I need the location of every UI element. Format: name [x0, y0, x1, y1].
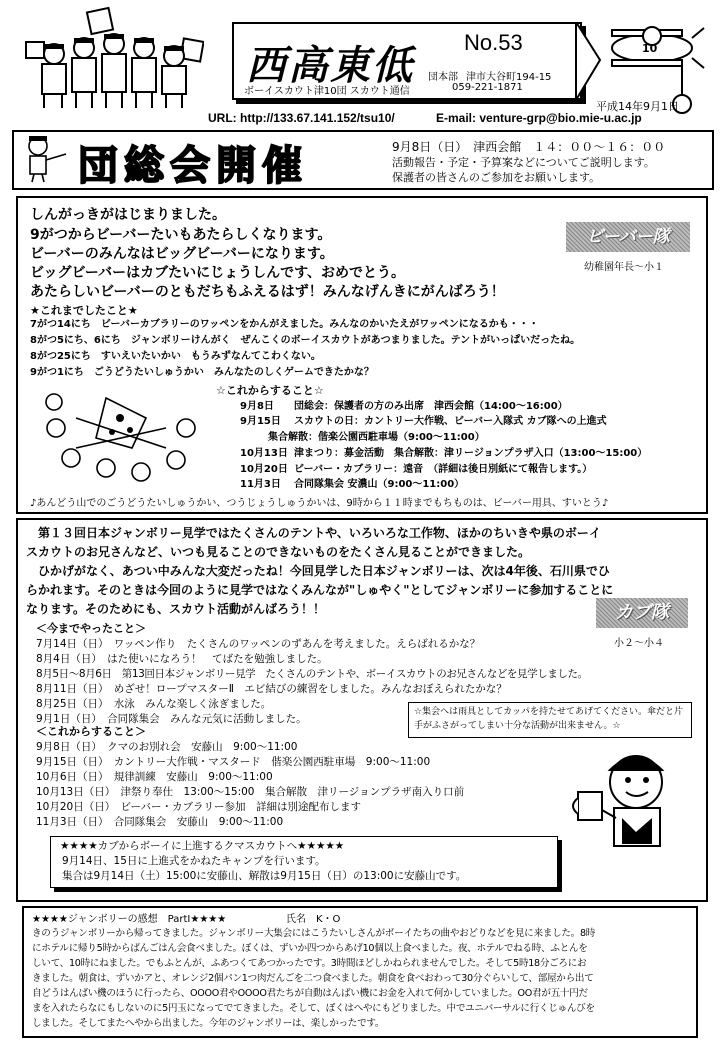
- beaver-intro-line: 9がつからビーバーたいもあたらしくなります。: [30, 227, 332, 243]
- impressions-line: しました。そしてまたへやから出ました。今年のジャンボリーは、楽しかったです。: [32, 1018, 385, 1029]
- plan-date: 11月3日: [240, 479, 281, 490]
- cub-done-item: 7月14日（日） ワッペン作り たくさんのワッペンのずあんを考えました。えらばれるかな？: [36, 638, 481, 650]
- beaver-intro-line: ビーバーのみんなはビッグビーバーになります。: [30, 246, 334, 262]
- scout-with-mug-illustration: [566, 740, 696, 850]
- cub-plan-item: 9月8日（日） クマのお別れ会 安藤山 9:00〜11:00: [36, 741, 298, 753]
- cub-age-range: 小２〜小４: [614, 638, 664, 649]
- cub-done-item: 9月1日（日） 合同隊集会 みんな元気に活動しました。: [36, 713, 307, 725]
- plan-date: 10月20日: [240, 464, 288, 475]
- cub-done-item: 8月4日（日） はた使いになろう！ てばたを勉強しました。: [36, 653, 328, 665]
- phone: 059-221-1871: [452, 82, 523, 93]
- meeting-request: 保護者の皆さんのご参加をお願いします。: [392, 171, 601, 184]
- beaver-done-item: 8がつ5にち、6にち ジャンボリーけんがく ぜんこくのボーイスカウトがあつまりました。テントがいっぱいだったね。: [30, 335, 581, 346]
- cub-done-title: ＜今までやったこと＞: [36, 622, 146, 635]
- camp-notice-line: 9月14日、15日に上進式をかねたキャンプを行います。: [62, 855, 326, 867]
- plan-date: 10月13日: [240, 448, 288, 459]
- impressions-line: しいて、10時にねました。でもふとんが、ふあつくてあつかったです。3時間ほどしかねられませんでした。そして5時18分ごろにお: [32, 958, 587, 969]
- camp-notice-line: 集合は9月14日（土）15:00に安藤山、解散は9月15日（日）の13:00に安藤山です。: [62, 870, 467, 882]
- beaver-note: ♪あんどう山でのごうどうたいしゅうかい、つうじょうしゅうかいは、9時から１１時までもちものは、ビーバー用具、すいとう♪: [30, 498, 609, 509]
- cub-plan-title: ＜これからすること＞: [36, 725, 146, 738]
- cub-tag: カブ隊: [596, 598, 688, 628]
- impressions-title: ★★★★ジャンボリーの感想 PartⅠ★★★★: [32, 914, 227, 925]
- meeting-agenda: 活動報告・予定・予算案などについてご説明します。: [392, 156, 655, 169]
- org-label: 団本部: [428, 72, 458, 83]
- beaver-intro-line: あたらしいビーバーのともだちもふえるはず！みんなげんきにがんばろう！: [30, 284, 505, 300]
- address: 津市大谷町194-15: [466, 72, 552, 83]
- impressions-author: 氏名 K・O: [286, 914, 341, 925]
- cub-done-item: 8月5日〜8月6日 第13回日本ジャンボリー見学 たくさんのテントや、ボーイスカウトのお兄さんなどを見学しました。: [36, 668, 588, 680]
- cub-intro-line: スカウトのお兄さんなど、いつも見ることのできないものをたくさん見ることができました。: [26, 545, 531, 559]
- plan-date: 9月15日: [240, 416, 281, 427]
- cub-plan-item: 10月13日（日） 津祭り奉仕 13:00〜15:00 集合解散 津リージョンプラザ南入り口前: [36, 786, 465, 798]
- issue-number: No.53: [464, 30, 523, 55]
- camp-notice-title: ★★★★カブからボーイに上進するクマスカウトへ★★★★★: [60, 840, 345, 852]
- newsletter-title: 西高東低: [246, 42, 414, 89]
- cub-intro-line: なります。そのためにも、スカウト活動がんばろう！！: [26, 602, 326, 616]
- plan-date: 9月8日: [240, 401, 274, 412]
- beaver-done-title: ★これまでしたこと★: [30, 304, 138, 317]
- plan-text: 集合解散：偕楽公園西駐車場（9:00〜11:00）: [268, 432, 485, 443]
- cub-done-item: 8月25日（日） 水泳 みんな楽しく泳ぎました。: [36, 698, 272, 710]
- beaver-done-item: 7がつ14にち ビーバーカブラリーのワッペンをかんがえました。みんなのかいたえがワッペンになるかも・・・: [30, 319, 539, 330]
- issue-date: 平成14年9月1日: [596, 100, 679, 113]
- impressions-line: きのうジャンボリーから帰ってきました。ジャンボリー大集会にはこうたいしさんがボーイたちの曲やおどりなどを見に来ました。8時: [32, 928, 596, 939]
- plan-text: 団総会：保護者の方のみ出席 津西会館（14:00〜16:00）: [294, 401, 568, 412]
- beaver-plan-title: ☆これからすること☆: [216, 384, 324, 397]
- contact-email[interactable]: E-mail: venture-grp@bio.mie-u.ac.jp: [436, 111, 642, 125]
- plan-text: ビーバー・カブラリー：遠音 （詳細は後日別紙にて報告します。）: [294, 464, 593, 475]
- cub-intro-line: 第１３回日本ジャンボリー見学ではたくさんのテントや、いろいろな工作物、ほかのちいきや県のボーイ: [26, 526, 601, 540]
- cub-intro-line: らかれます。そのときは今回のように見学ではなくみんなが"しゅやく"としてジャンボリーに参加することに: [26, 583, 614, 597]
- plan-text: 合同隊集会 安濃山（9:00〜11:00）: [294, 479, 465, 490]
- scouts-illustration: [14, 4, 204, 114]
- impressions-line: きました。朝食は、ずいかアと、オレンジ2個パン1つ肉だんごを二つ食べました。朝食を食べおわって30分ぐらいして、部屋から出て: [32, 973, 594, 984]
- cub-plan-item: 9月15日（日） カントリー大作戦・マスタード 偕楽公園西駐車場 9:00〜11:00: [36, 756, 431, 768]
- troop-name: ボーイスカウト津10団 スカウト通信: [244, 86, 410, 97]
- beaver-age-range: 幼稚園年長〜小１: [584, 262, 664, 273]
- cub-plan-item: 10月6日（日） 規律訓練 安藤山 9:00〜11:00: [36, 771, 273, 783]
- leader-pointing-icon: [18, 132, 72, 184]
- cub-plan-item: 11月3日（日） 合同隊集会 安藤山 9:00〜11:00: [36, 816, 284, 828]
- plan-text: スカウトの日：カントリー大作戦、ビーバー入隊式 カブ隊への上進式: [294, 416, 607, 427]
- festival-crowd-illustration: [36, 388, 206, 492]
- meeting-date-venue: 9月8日（日） 津西会館 １４：００〜１６：００: [392, 140, 666, 154]
- cub-intro-line: ひかげがなく、あつい中みんな大変だったね！今回見学した日本ジャンボリーは、次は4年後、石川県でひ: [26, 564, 610, 578]
- cub-done-item: 8月11日（日） めざせ！ロープマスターⅡ エビ結びの練習をしました。みんなおぼえられたかな？: [36, 683, 507, 695]
- beaver-intro-line: しんがっきがはじまりました。: [30, 207, 226, 223]
- rain-gear-note-text: ☆集会へは雨具としてカッパを持たせてあげてください。傘だと片手がふさがってしまい十分な活動が出来ません。☆: [414, 707, 683, 731]
- beaver-done-item: 9がつ1にち ごうどうたいしゅうかい みんなたのしくゲームできたかな？: [30, 367, 374, 378]
- beaver-intro-line: ビッグビーバーはカブたいにじょうしんです、おめでとう。: [30, 265, 406, 281]
- plane-number: 10: [642, 42, 658, 55]
- impressions-line: まを入れたらなにもしないのに5円玉になってでてきました。そして、ぼくはへやにもどりました。中でユニバーサルに行くじゅんびを: [32, 1003, 595, 1014]
- website-url[interactable]: URL: http://133.67.141.152/tsu10/: [208, 111, 395, 125]
- cub-plan-item: 10月20日（日） ビーバー・カブラリー参加 詳細は別途配布します: [36, 801, 362, 813]
- impressions-line: にホテルに帰り5時からばんごはん会食べました。ぼくは、ずいか四つからあげ10個以上食べました。夜、ホテルでねる時、ふとんを: [32, 943, 588, 954]
- impressions-line: 自どうはんばい機のほうに行ったら、OOOO君やOOOO君たちが自動はんばい機にお金を入れて何かしていました。OO君が五十円だ: [32, 988, 588, 999]
- beaver-tag: ビーバー隊: [566, 222, 690, 252]
- meeting-title: 団総会開催: [78, 143, 308, 189]
- beaver-done-item: 8がつ25にち すいえいたいかい もうみずなんてこわくない。: [30, 351, 321, 362]
- plan-text: 津まつり：募金活動 集合解散：津リージョンプラザ入口（13:00〜15:00）: [294, 448, 648, 459]
